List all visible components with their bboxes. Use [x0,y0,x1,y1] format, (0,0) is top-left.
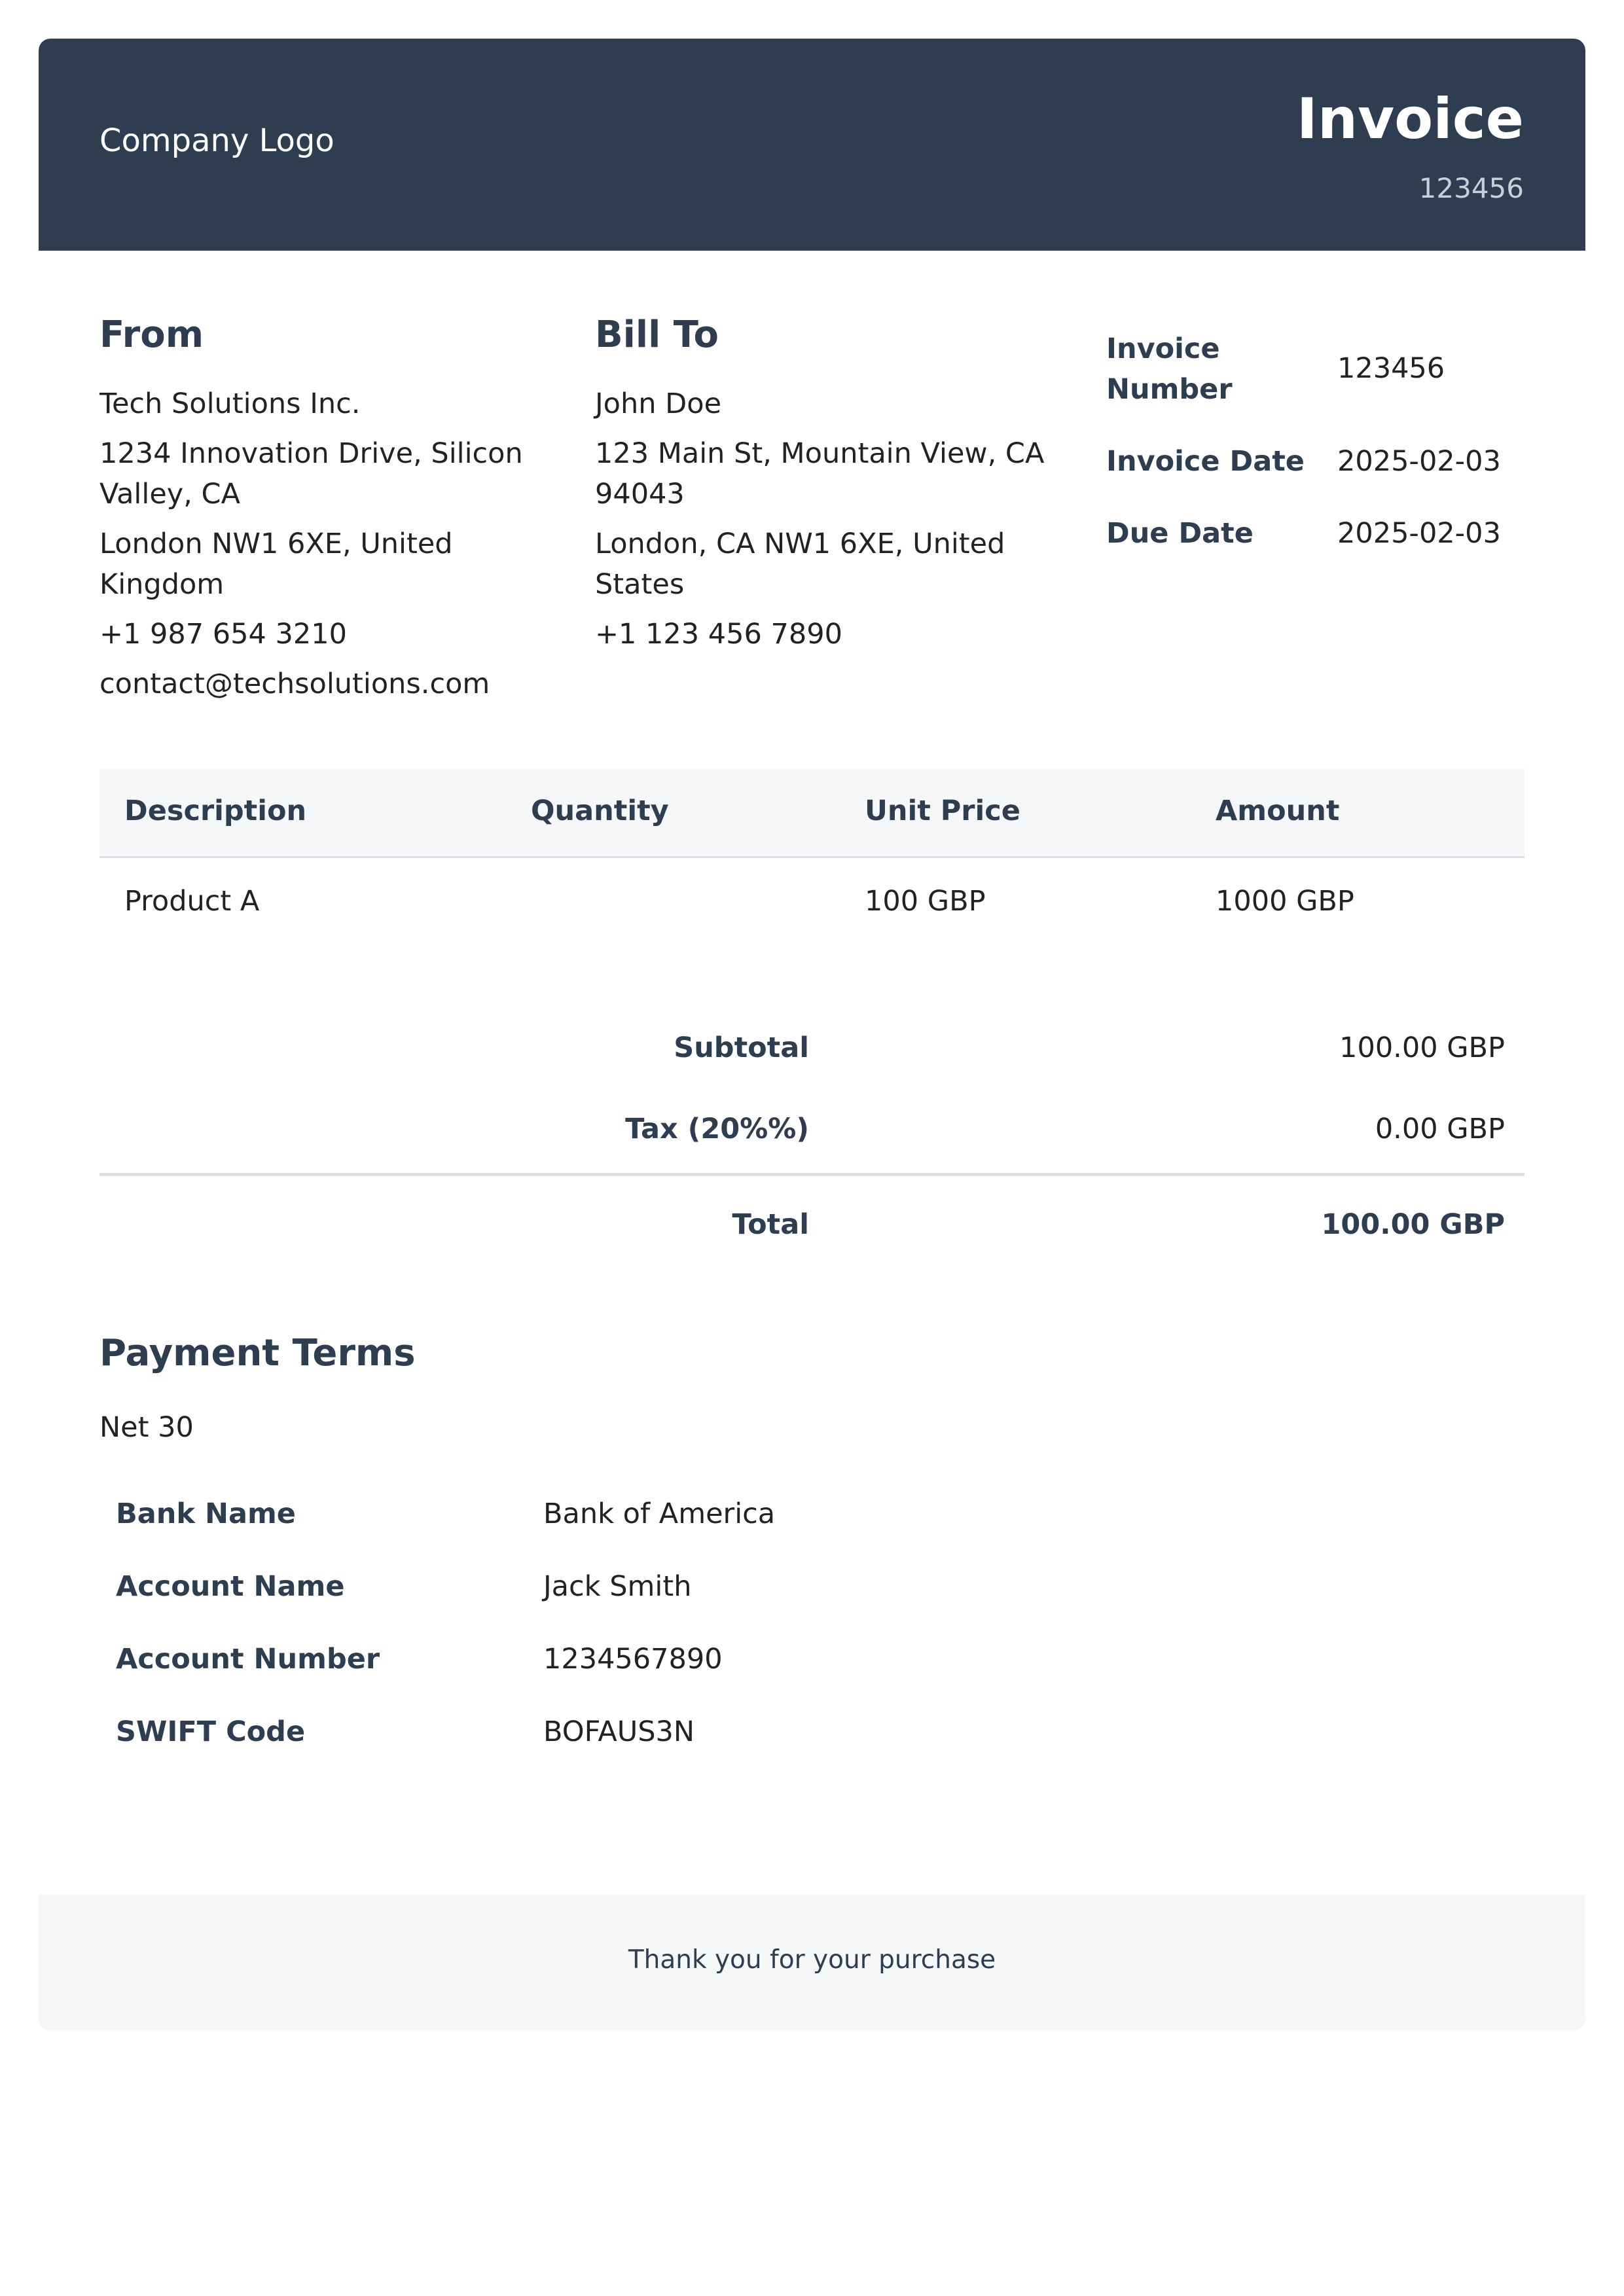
payment-terms-heading: Payment Terms [99,1332,416,1374]
bill-to-address-line-1: 123 Main St, Mountain View, CA [595,437,1045,470]
from-city-line-2: Kingdom [99,568,225,601]
account-number-label: Account Number [116,1643,380,1676]
company-logo: Company Logo [99,122,334,159]
invoice-header [39,39,1585,251]
subtotal-label: Subtotal [674,1031,809,1064]
from-address-line-1: 1234 Innovation Drive, Silicon [99,437,523,470]
row-unit-price: 100 GBP [865,885,986,918]
bill-to-name: John Doe [595,387,722,420]
invoice-number-label-line-2: Number [1106,373,1233,406]
bank-name-label: Bank Name [116,1498,296,1530]
column-unit-price: Unit Price [865,795,1020,827]
from-address-line-2: Valley, CA [99,478,240,511]
column-description: Description [124,795,307,827]
totals-divider [99,1173,1525,1176]
invoice-date-value: 2025-02-03 [1337,445,1501,478]
account-name-value: Jack Smith [543,1570,692,1603]
payment-terms-value: Net 30 [99,1411,194,1444]
account-number-value: 1234567890 [543,1643,723,1676]
account-name-label: Account Name [116,1570,345,1603]
from-heading: From [99,314,204,356]
invoice-title: Invoice [1296,86,1524,152]
invoice-date-label: Invoice Date [1106,445,1305,478]
bank-name-value: Bank of America [543,1498,776,1530]
invoice-number-label-line-1: Invoice [1106,332,1220,365]
tax-value: 0.00 GBP [1375,1113,1505,1145]
invoice-number-value: 123456 [1337,352,1445,385]
row-description: Product A [124,885,260,918]
bill-to-city-line-1: London, CA NW1 6XE, United [595,528,1005,560]
swift-code-value: BOFAUS3N [543,1715,695,1748]
bill-to-address-line-2: 94043 [595,478,685,511]
bill-to-heading: Bill To [595,314,719,356]
due-date-label: Due Date [1106,517,1254,550]
bill-to-phone: +1 123 456 7890 [595,618,842,651]
total-label: Total [732,1208,809,1241]
from-company: Tech Solutions Inc. [99,387,361,420]
total-value: 100.00 GBP [1321,1208,1505,1241]
column-quantity: Quantity [531,795,669,827]
column-amount: Amount [1216,795,1340,827]
tax-label: Tax (20%%) [625,1113,809,1145]
from-phone: +1 987 654 3210 [99,618,347,651]
from-city-line-1: London NW1 6XE, United [99,528,453,560]
swift-code-label: SWIFT Code [116,1715,306,1748]
invoice-footer [39,1894,1585,2030]
row-amount: 1000 GBP [1216,885,1354,918]
bill-to-city-line-2: States [595,568,685,601]
due-date-value: 2025-02-03 [1337,517,1501,550]
subtotal-value: 100.00 GBP [1339,1031,1505,1064]
from-email: contact@techsolutions.com [99,668,490,700]
footer-message: Thank you for your purchase [628,1945,996,1975]
items-table-header [99,768,1525,858]
invoice-header-number: 123456 [1418,172,1524,204]
